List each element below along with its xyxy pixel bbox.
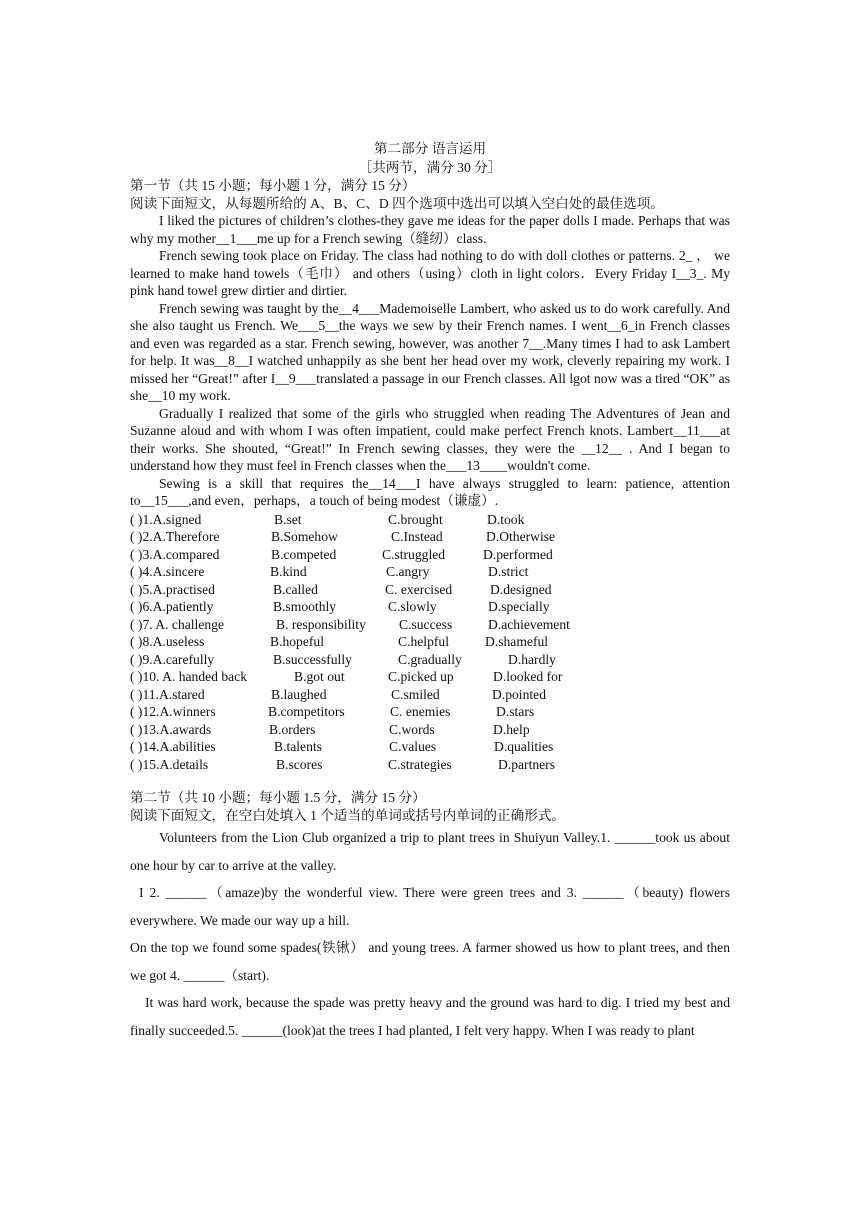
option-a: ( )12.A.winners: [130, 704, 216, 719]
cloze-paragraph: It was hard work, because the spade was pretty heavy and the ground was hard to dig. I tried my best and finally succeeded.5. ______(look)at the trees I had planted, I felt very happy. When I was ready to plant: [130, 995, 730, 1038]
section2-instruction: 阅读下面短文，在空白处填入 1 个适当的单词或括号内单词的正确形式。: [130, 807, 565, 823]
question-row: [130, 668, 730, 686]
option-b: B.competitors: [268, 704, 345, 719]
question-row: [130, 546, 730, 564]
question-row: [130, 511, 730, 529]
option-a: ( )15.A.details: [130, 756, 209, 772]
option-a: ( )7. A. challenge: [130, 616, 224, 632]
option-b: B.called: [273, 581, 318, 597]
option-d: D.looked for: [493, 669, 563, 684]
question-row: [130, 616, 730, 634]
option-b: B.laughed: [271, 686, 327, 702]
option-a: ( )13.A.awards: [130, 721, 212, 737]
option-a: ( )5.A.practised: [130, 581, 215, 597]
option-c: C.brought: [388, 511, 443, 527]
option-c: C.values: [389, 739, 437, 754]
option-a: ( )2.A.Therefore: [130, 529, 220, 544]
question-row: [130, 581, 730, 599]
passage-paragraph: I liked the pictures of children’s clothes-they gave me ideas for the paper dolls I made. Perhaps that was why my mother__1___me up for a French sewing（缝纫）class.: [130, 213, 730, 246]
question-row: [130, 703, 730, 721]
question-row: [130, 528, 730, 546]
option-c: C.smiled: [391, 686, 440, 702]
section1-title: 第一节（共 15 小题；每小题 1 分，满分 15 分）: [130, 178, 416, 193]
option-c: C.gradually: [398, 651, 462, 667]
option-d: D.stars: [496, 704, 535, 719]
question-row: [130, 651, 730, 669]
part-title: 第二部分 语言运用: [373, 141, 487, 156]
option-b: B.Somehow: [271, 529, 338, 544]
section2-title: 第二节（共 10 小题；每小题 1.5 分，满分 15 分）: [130, 790, 426, 805]
exam-page: [130, 139, 730, 1044]
cloze-paragraph: Volunteers from the Lion Club organized a trip to plant trees in Shuiyun Valley.1. ______took us about one hour by car to arrive at the valley.: [130, 830, 730, 873]
option-a: ( )6.A.patiently: [130, 599, 214, 614]
passage-paragraph: French sewing took place on Friday. The class had nothing to do with doll clothes or patterns. 2_ ， we learned to make hand towels（毛巾） and others（using）cloth in light colors．Every Friday I__3_. My pink hand towel grew dirtier and dirtier.: [130, 248, 730, 298]
passage-paragraph: French sewing was taught by the__4___Mademoiselle Lambert, who asked us to do work carefully. And she also taught us French. We___5__the ways we sew by their French names. I went__6_in French classes and even was regarded as a star. French sewing, however, was another 7__.Many times I had to ask Lambert for help. It was__8__I watched unhappily as she bent her head over my work, cleverly repairing my work. I missed her “Great!” after I__9___translated a passage in our French classes. All lgot now was a tired “OK” as she__10 my work.: [130, 300, 730, 403]
question-row: [130, 633, 730, 651]
question-row: [130, 686, 730, 704]
option-d: D.strict: [488, 564, 529, 579]
cloze-paragraph: On the top we found some spades(铁锹） and young trees. A farmer showed us how to plant trees, and then we got 4. ______（start).: [130, 940, 730, 983]
option-b: B.set: [274, 511, 302, 527]
option-b: B.got out: [294, 669, 345, 684]
option-a: ( )14.A.abilities: [130, 739, 216, 754]
option-b: B.orders: [269, 721, 316, 737]
question-list: [130, 511, 730, 774]
option-d: D.hardly: [508, 651, 556, 667]
passage-paragraph: Gradually I realized that some of the girls who struggled when reading The Adventures of Jean and Suzanne aloud and with whom I was often impatient, could make perfect French knots. Lambert__11___at their works. She shouted, “Great!” In French sewing classes, they were the __12__ . And I began to understand how they must feel in French classes when the___13____wouldn't come.: [130, 405, 730, 473]
option-b: B.kind: [270, 564, 307, 579]
option-b: B.competed: [271, 546, 337, 562]
option-d: D.designed: [490, 581, 552, 597]
option-d: D.Otherwise: [486, 529, 556, 544]
option-a: ( )9.A.carefully: [130, 651, 215, 667]
question-row: [130, 756, 730, 774]
option-c: C.struggled: [382, 546, 446, 562]
option-c: C.picked up: [388, 669, 454, 684]
option-d: D.took: [487, 511, 525, 527]
option-b: B. responsibility: [276, 616, 366, 632]
passage-paragraph: Sewing is a skill that requires the__14___I have always struggled to learn: patience, attention to__15___,and even，perhaps，a touch of being modest（谦虚）.: [130, 475, 730, 508]
option-a: ( )4.A.sincere: [130, 564, 205, 579]
option-a: ( )11.A.stared: [130, 686, 205, 702]
question-row: [130, 721, 730, 739]
option-d: D.achievement: [488, 616, 570, 632]
option-a: ( )10. A. handed back: [130, 669, 248, 684]
option-d: D.specially: [488, 599, 550, 614]
option-b: B.talents: [274, 739, 322, 754]
option-c: C.helpful: [398, 634, 449, 649]
option-d: D.pointed: [492, 686, 546, 702]
option-c: C.angry: [386, 564, 430, 579]
option-c: C.Instead: [391, 529, 443, 544]
option-a: ( )1.A.signed: [130, 511, 202, 527]
option-d: D.partners: [498, 756, 555, 772]
option-a: ( )3.A.compared: [130, 546, 220, 562]
option-c: C. exercised: [385, 581, 453, 597]
section1-instruction: 阅读下面短文，从每题所给的 A、B、C、D 四个选项中选出可以填入空白处的最佳选项。: [130, 195, 664, 211]
part-subtitle: ［共两节，满分 30 分］: [358, 160, 502, 175]
question-row: [130, 738, 730, 756]
option-c: C.strategies: [388, 756, 452, 772]
option-a: ( )8.A.useless: [130, 634, 205, 649]
option-c: C.slowly: [388, 599, 437, 614]
option-c: C. enemies: [390, 704, 451, 719]
option-b: B.successfully: [273, 651, 352, 667]
cloze-paragraph: I 2. ______（amaze)by the wonderful view. There were green trees and 3. ______（beauty) flowers everywhere. We made our way up a hill.: [130, 885, 730, 928]
option-d: D.help: [493, 721, 530, 737]
question-row: [130, 563, 730, 581]
option-b: B.smoothly: [273, 599, 337, 614]
question-row: [130, 598, 730, 616]
option-d: D.qualities: [494, 739, 554, 754]
option-b: B.scores: [276, 756, 323, 772]
option-c: C.success: [399, 616, 453, 632]
option-d: D.performed: [483, 546, 553, 562]
option-b: B.hopeful: [270, 634, 324, 649]
option-d: D.shameful: [485, 634, 549, 649]
option-c: C.words: [389, 721, 435, 737]
